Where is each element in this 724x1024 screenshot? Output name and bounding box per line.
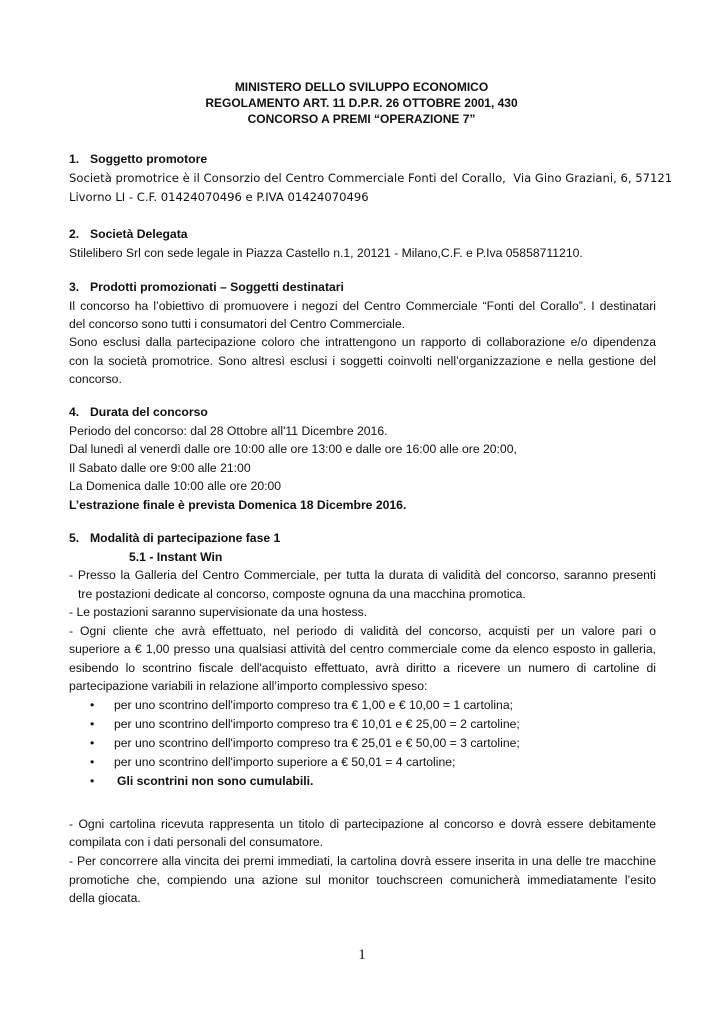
section-3-heading [69, 279, 656, 296]
section-4-line-2: Dal lunedì al venerdì dalle ore 10:00 alle ore 13:00 e dalle ore 16:00 alle ore 20:00, [69, 442, 517, 456]
section-3-line-4: con la società promotrice. Sono altresì esclusi i soggetti coinvolti nell’organizzazione e nella gestione del [69, 354, 656, 368]
section-5-para-8: - Ogni cartolina ricevuta rappresenta un titolo di partecipazione al concorso e dovrà essere debitamente [69, 817, 656, 831]
list-item-text: Gli scontrini non sono cumulabili. [117, 774, 314, 788]
section-3-line-3: Sono esclusi dalla partecipazione coloro che intrattengono un rapporto di collaborazione e/o dipendenza [69, 335, 656, 349]
section-1-line-1 [69, 170, 673, 187]
section-1-heading [69, 151, 656, 168]
subsection-5-1-title: 5.1 - Instant Win [129, 550, 223, 564]
contest-title: CONCORSO A PREMI “OPERAZIONE 7” [247, 112, 476, 126]
ministry-title: MINISTERO DELLO SVILUPPO ECONOMICO [234, 80, 489, 94]
section-3-number: 3. [69, 280, 80, 294]
section-4-line-1: Periodo del concorso: dal 28 Ottobre all'11 Dicembre 2016. [69, 424, 388, 438]
bullet-icon: • [90, 774, 95, 788]
section-5-para-7: partecipazione variabili in relazione all’importo complessivo speso: [69, 679, 428, 693]
bullet-icon: • [90, 717, 95, 731]
section-2-title: Società Delegata [90, 227, 188, 241]
section-4-line-3: Il Sabato dalle ore 9:00 alle 21:00 [69, 461, 251, 475]
section-5-para-2: tre postazioni dedicate al concorso, composte ognuna da una macchina promotica. [78, 587, 526, 601]
section-3-line-2: del concorso sono tutti i consumatori del Centro Commerciale. [69, 317, 405, 331]
section-3-line-1: Il concorso ha l’obiettivo di promuovere i negozi del Centro Commerciale “Fonti del Corallo”. I destinatari [69, 299, 656, 313]
section-5-number: 5. [69, 531, 80, 545]
section-4-title: Durata del concorso [90, 405, 208, 419]
bullet-icon: • [90, 736, 95, 750]
section-1-text-b: Via Gino Graziani, 6, 57121 [513, 171, 673, 185]
bullet-icon: • [90, 698, 95, 712]
list-item-text: per uno scontrino dell'importo superiore a € 50,01 = 4 cartoline; [114, 755, 456, 769]
section-5-para-6: esibendo lo scontrino fiscale dell'acquisto effettuato, avrà diritto a ricevere un numero di cartoline di [69, 661, 656, 675]
section-2-number: 2. [69, 227, 80, 241]
section-4-heading [69, 404, 656, 421]
section-5-para-1: - Presso la Galleria del Centro Commerciale, per tutta la durata di validità del concorso, saranno presenti [69, 568, 656, 582]
list-item-text: per uno scontrino dell'importo compreso tra € 10,01 e € 25,00 = 2 cartoline; [114, 717, 520, 731]
section-3-title: Prodotti promozionati – Soggetti destinatari [90, 280, 344, 294]
section-5-heading [69, 530, 656, 547]
section-4-line-4: La Domenica dalle 10:00 alle ore 20:00 [69, 479, 282, 493]
section-5-para-9: compilata con i dati personali del consumatore. [69, 835, 324, 849]
section-5-title: Modalità di partecipazione fase 1 [90, 531, 281, 545]
section-5-para-11: promotiche che, compiendo una azione sul monitor touchscreen comunicherà immediatamente l’esito [69, 873, 656, 887]
section-3-line-5: concorso. [69, 372, 122, 386]
section-5-para-4: - Ogni cliente che avrà effettuato, nel periodo di validità del concorso, acquisti per un valore pari o [69, 624, 656, 638]
document-header [69, 79, 654, 127]
list-item-text: per uno scontrino dell'importo compreso tra € 1,00 e € 10,00 = 1 cartolina; [114, 698, 513, 712]
list-item-text: per uno scontrino dell'importo compreso tra € 25,01 e € 50,00 = 3 cartoline; [114, 736, 520, 750]
section-5-para-12: della giocata. [69, 891, 141, 905]
section-1-text-a: Società promotrice è il Consorzio del Centro Commerciale Fonti del Corallo, [69, 171, 506, 185]
page-number: 1 [358, 947, 366, 963]
section-1-title: Soggetto promotore [90, 152, 208, 166]
section-5-para-5: superiore a € 1,00 presso una qualsiasi attività del centro commerciale come da elenco esposto in galleria, [69, 642, 656, 656]
section-2-line-1: Stilelibero Srl con sede legale in Piazza Castello n.1, 20121 - Milano,C.F. e P.Iva 05858711210. [69, 246, 583, 260]
bullet-icon: • [90, 755, 95, 769]
regulation-title: REGOLAMENTO ART. 11 D.P.R. 26 OTTOBRE 2001, 430 [205, 96, 518, 110]
section-4-number: 4. [69, 405, 80, 419]
section-2-heading [69, 226, 656, 243]
section-1-line-2: Livorno LI - C.F. 01424070496 e P.IVA 01424070496 [69, 190, 369, 204]
section-5-para-10: - Per concorrere alla vincita dei premi immediati, la cartolina dovrà essere inserita in una delle tre macchine [69, 854, 656, 868]
final-draw-date: L’estrazione finale è prevista Domenica 18 Dicembre 2016. [69, 498, 407, 512]
section-1-number: 1. [69, 152, 80, 166]
section-5-para-3: - Le postazioni saranno supervisionate da una hostess. [69, 605, 368, 619]
